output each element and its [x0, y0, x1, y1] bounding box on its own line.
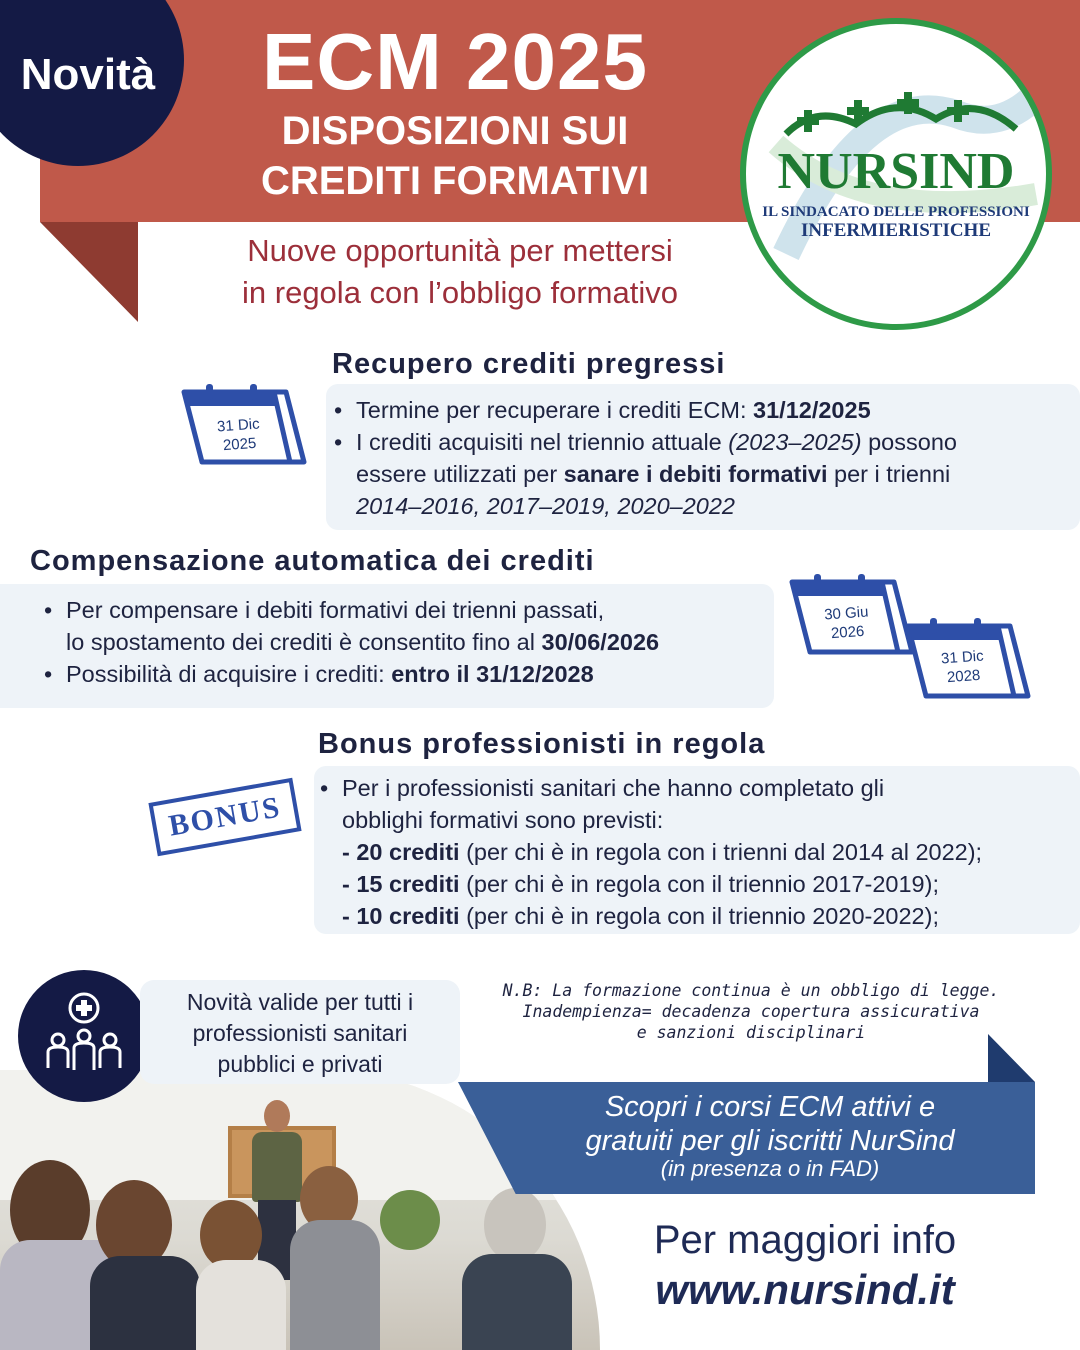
page-subtitle: DISPOSIZIONI SUI CREDITI FORMATIVI: [260, 109, 650, 203]
bonus-item: - 10 crediti (per chi è in regola con il triennio 2020-2022);: [342, 903, 939, 929]
logo-name: NURSIND: [777, 143, 1015, 200]
section3-title: Bonus professionisti in regola: [314, 728, 769, 761]
nursind-logo: [740, 18, 1052, 330]
health-professionals-icon: [18, 970, 150, 1102]
section1-list: [332, 394, 1072, 522]
list-item: • Per i professionisti sanitari che hanno completato gli obblighi formativi sono previsti:: [318, 772, 1078, 836]
tagline: Nuove opportunità per mettersi in regola con l’obbligo formativo: [242, 233, 678, 310]
calendar-icon: [178, 382, 308, 477]
calendar-day: 31 Dic: [216, 415, 261, 436]
novita-label: Novità: [20, 50, 156, 99]
website-link[interactable]: www.nursind.it: [655, 1266, 955, 1313]
section2-title: Compensazione automatica dei crediti: [26, 545, 599, 578]
list-item: • Termine per recuperare i crediti ECM: 31/12/2025: [332, 394, 1072, 426]
bonus-item: - 20 crediti (per chi è in regola con i trienni dal 2014 al 2022);: [342, 839, 983, 865]
page-title: ECM 2025: [262, 17, 648, 106]
people-icon-circle: [18, 970, 150, 1102]
calendar-day: 30 Giu: [823, 603, 869, 624]
section1-title: Recupero crediti pregressi: [328, 348, 729, 381]
calendar-year: 2028: [946, 666, 981, 687]
nb-note: N.B: La formazione continua è un obbligo di legge. Inadempienza= decadenza copertura assicurativa e sanzioni disciplinari: [502, 981, 1000, 1042]
list-item: • Per compensare i debiti formativi dei trienni passati, lo spostamento dei crediti è consentito fino al 30/06/2026: [42, 594, 782, 658]
logo-line1: IL SINDACATO DELLE PROFESSIONI: [762, 204, 1030, 220]
info-label: Per maggiori info: [653, 1218, 957, 1262]
people-info-text: Novità valide per tutti i professionisti sanitari pubblici e privati: [186, 989, 414, 1077]
bonus-item: - 15 crediti (per chi è in regola con il triennio 2017-2019);: [342, 871, 939, 897]
list-item: • I crediti acquisiti nel triennio attuale (2023–2025) possono essere utilizzati per sanare i debiti formativi per i trienni 2014–2016, 2017–2019, 2020–2022: [332, 426, 1072, 522]
list-item: • Possibilità di acquisire i crediti: entro il 31/12/2028: [42, 658, 782, 690]
section3-list: [318, 772, 1078, 932]
cta-text: Scopri i corsi ECM attivi e gratuiti per gli iscritti NurSind: [585, 1091, 955, 1157]
section2-list: [42, 594, 782, 690]
calendar-icon: [786, 572, 916, 667]
calendar-icon: [902, 616, 1032, 711]
calendar-year: 2025: [222, 434, 257, 455]
calendar-year: 2026: [830, 622, 865, 643]
bonus-stamp: BONUS: [148, 778, 301, 857]
banner-fold: [40, 222, 138, 322]
cta-subtext: (in presenza o in FAD): [660, 1156, 880, 1181]
logo-line2: INFERMIERISTICHE: [800, 220, 992, 241]
calendar-day: 31 Dic: [940, 647, 985, 668]
